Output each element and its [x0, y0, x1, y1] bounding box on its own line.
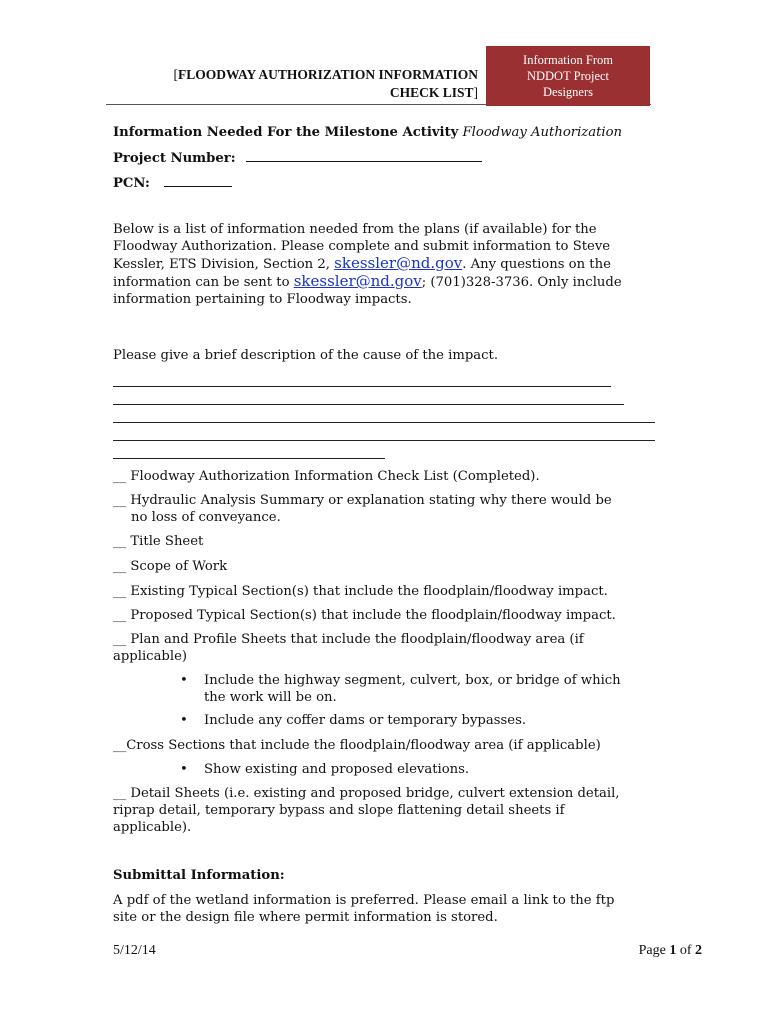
intro-line-4a: information can be sent to — [113, 275, 290, 290]
title-line-1: FLOODWAY AUTHORIZATION INFORMATION — [177, 67, 478, 82]
submittal-heading: Submittal Information: — [113, 868, 285, 883]
cause-line-2[interactable] — [113, 404, 624, 405]
email-link-1[interactable]: skessler@nd.gov — [334, 254, 463, 272]
bullet-highway-line-1: Include the highway segment, culvert, box, or bridge of which — [204, 673, 621, 688]
checklist-item-proposed-typical: __ Proposed Typical Section(s) that include the floodplain/floodway impact. — [113, 608, 616, 623]
submittal-text — [113, 892, 673, 926]
submittal-line-2: site or the design file where permit information is stored. — [113, 910, 498, 925]
bullet-highway-line-2: the work will be on. — [204, 690, 337, 705]
checklist-item-scope: __ Scope of Work — [113, 559, 228, 574]
intro-line-4 — [113, 273, 673, 291]
cause-line-1[interactable] — [113, 386, 611, 387]
checklist-item-title-sheet: __ Title Sheet — [113, 534, 204, 549]
page-indicator — [560, 943, 702, 959]
source-badge — [486, 46, 650, 106]
checklist-item-cross-sections: __Cross Sections that include the floodplain/floodway area (if applicable) — [113, 738, 601, 753]
email-link-2[interactable]: skessler@nd.gov — [293, 272, 422, 290]
intro-line-1: Below is a list of information needed from the plans (if available) for the — [113, 222, 597, 237]
plan-profile-line-2: applicable) — [113, 649, 188, 664]
bullet-icon: • — [180, 673, 188, 688]
intro-line-3b: . Any questions on the — [462, 257, 611, 272]
checklist-item-plan-profile — [113, 631, 653, 665]
bullet-elevations — [180, 761, 650, 778]
bullet-icon: • — [180, 762, 188, 777]
intro-line-5: information pertaining to Floodway impacts. — [113, 292, 412, 307]
cause-line-3[interactable] — [113, 422, 655, 423]
page-number: 1 — [669, 943, 677, 958]
intro-line-3 — [113, 255, 673, 273]
bullet-highway-segment — [180, 672, 650, 706]
bullet-coffer-text: Include any coffer dams or temporary bypasses. — [204, 713, 527, 728]
checklist-item-hydraulic — [113, 492, 653, 526]
badge-line-1: Information From — [523, 53, 613, 67]
intro-line-2: Floodway Authorization. Please complete and submit information to Steve — [113, 239, 611, 254]
cause-line-4[interactable] — [113, 440, 655, 441]
bullet-icon: • — [180, 713, 188, 728]
document-title: [FLOODWAY AUTHORIZATION INFORMATION CHECK LIST] — [173, 67, 478, 100]
page-total: 2 — [695, 943, 702, 958]
hydraulic-line-2: no loss of conveyance. — [131, 510, 281, 525]
bullet-coffer-dams — [180, 712, 650, 729]
of-word: of — [679, 943, 692, 958]
intro-line-3a: Kessler, ETS Division, Section 2, — [113, 257, 330, 272]
hydraulic-line-1: __ Hydraulic Analysis Summary or explanation stating why there would be — [113, 493, 612, 508]
badge-line-3: Designers — [543, 85, 593, 99]
detail-line-1: __ Detail Sheets (i.e. existing and proposed bridge, culvert extension detail, — [113, 786, 620, 801]
pcn-field[interactable] — [164, 174, 232, 187]
project-number-row — [113, 149, 482, 167]
checklist-item-detail-sheets — [113, 785, 653, 836]
milestone-line — [113, 124, 673, 141]
bullet-highway-text — [204, 672, 652, 706]
footer-date: 5/12/14 — [113, 943, 156, 958]
badge-line-2: NDDOT Project — [526, 69, 610, 83]
plan-profile-line-1: __ Plan and Profile Sheets that include the floodplain/floodway area (if — [113, 632, 584, 647]
detail-line-3: applicable). — [113, 820, 192, 835]
submittal-line-1: A pdf of the wetland information is preferred. Please email a link to the ftp — [113, 893, 615, 908]
checklist-item-existing-typical: __ Existing Typical Section(s) that include the floodplain/floodway impact. — [113, 584, 608, 599]
title-line-2: CHECK LIST — [389, 85, 474, 100]
project-number-label: Project Number: — [113, 151, 236, 166]
bullet-elevations-text: Show existing and proposed elevations. — [204, 762, 470, 777]
intro-line-4b: ; (701)328-3736. Only include — [421, 275, 622, 290]
project-number-field[interactable] — [246, 149, 482, 162]
detail-line-2: riprap detail, temporary bypass and slope flattening detail sheets if — [113, 803, 565, 818]
milestone-activity: Floodway Authorization — [462, 125, 623, 140]
pcn-row — [113, 174, 232, 192]
milestone-label: Information Needed For the Milestone Activity — [113, 125, 459, 140]
checklist-item-checklist: __ Floodway Authorization Information Check List (Completed). — [113, 469, 540, 484]
pcn-label: PCN: — [113, 176, 150, 191]
intro-paragraph — [113, 221, 673, 308]
cause-prompt: Please give a brief description of the cause of the impact. — [113, 348, 499, 363]
cause-line-5[interactable] — [113, 458, 385, 459]
page-word: Page — [638, 943, 666, 958]
